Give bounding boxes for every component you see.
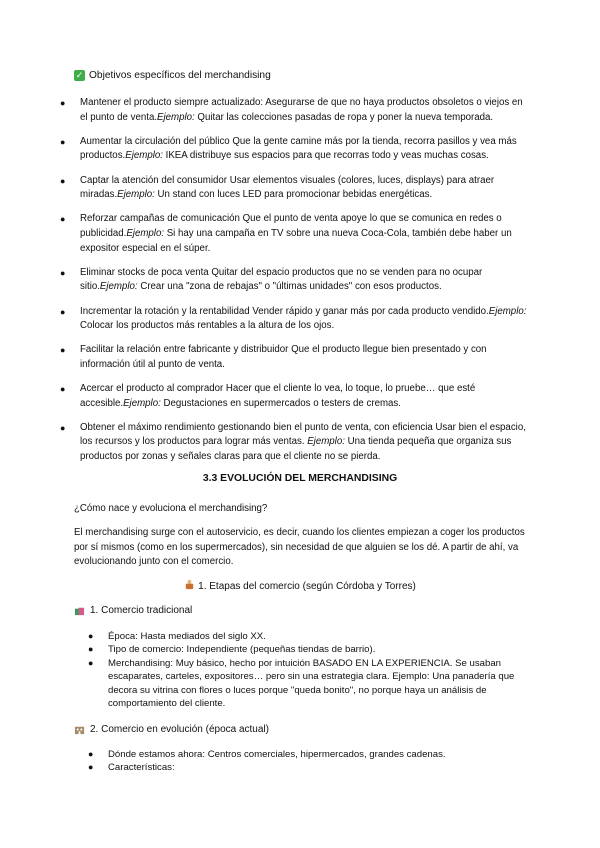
bullet-icon: ● [60, 267, 66, 278]
section-title: 3.3 EVOLUCIÓN DEL MERCHANDISING [202, 473, 398, 484]
list-item-text: Dónde estamos ahora: Centros comerciales, hipermercados, grandes cadenas. [108, 749, 446, 760]
comercio-evolucion-list [88, 748, 528, 775]
list-item-text: Tipo de comercio: Independiente (pequeñas tiendas de barrio). [108, 644, 376, 656]
example-text: Si hay una campaña en TV sobre una nueva Coca-Cola, también debe haber un expositor especial en el súper. [80, 227, 512, 254]
bullet-icon: ● [60, 214, 66, 225]
comercio-tradicional-heading [74, 605, 192, 616]
bullet-icon: ● [88, 631, 94, 641]
list-item [88, 748, 528, 761]
bullet-icon: ● [60, 175, 66, 186]
objective-item [60, 382, 530, 411]
objective-item [60, 421, 530, 465]
bullet-icon: ● [88, 657, 94, 668]
example-label: Ejemplo: [117, 189, 155, 201]
comercio-evolucion-heading [74, 724, 269, 735]
example-text: Colocar los productos más rentables a la altura de los ojos. [80, 320, 335, 332]
objective-text: Facilitar la relación entre fabricante y distribuidor Que el producto llegue bien presentado y con información útil al punto de venta. [80, 344, 487, 370]
objective-text: Aumentar la circulación del público Que la gente camine más por la tienda, recorra pasillos y vea más productos. [80, 135, 517, 162]
objective-item [60, 305, 530, 334]
objectives-heading [74, 70, 271, 81]
traveler-icon [184, 579, 195, 590]
intro-paragraph: El merchandising surge con el autoservicio, es decir, cuando los clientes empiezan a coger los productos por sí mismos (como en los supermercados), sin necesidad de que alguien se los dé. A partir de ahí, va evolucionando junto con el comercio. [74, 527, 525, 568]
objective-item [60, 96, 530, 125]
objectives-heading-text: Objetivos específicos del merchandising [89, 70, 271, 81]
bullet-icon: ● [60, 345, 66, 356]
objective-text: Obtener el máximo rendimiento gestionando bien el punto de venta, con eficiencia Usar bien el espacio, los recursos y los productos para lograr más ventas. [80, 421, 526, 448]
objective-item [60, 343, 530, 372]
objective-text: Mantener el producto siempre actualizado: Asegurarse de que no haya productos obsoletos o viejos en el punto de venta. [80, 97, 523, 123]
bullet-icon: ● [60, 384, 66, 395]
example-text: IKEA distribuye sus espacios para que recorras todo y veas muchas cosas. [162, 150, 489, 162]
bullet-icon: ● [60, 98, 66, 108]
example-text: Crear una "zona de rebajas" o "últimas unidades" con esos productos. [137, 281, 442, 293]
list-item-text: Merchandising: Muy básico, hecho por intuición BASADO EN LA EXPERIENCIA. Se usaban escaparates, carteles, expositores… pero sin una estrategia clara. Ejemplo: Una panadería que decora su vitrina con flores o luces porque "queda bonito", no porque haya un análisis de comportamiento del cliente. [108, 657, 515, 710]
example-label: Ejemplo: [125, 150, 163, 162]
bullet-icon: ● [88, 644, 94, 655]
list-item [88, 761, 528, 774]
example-label: Ejemplo: [123, 397, 161, 409]
example-text: Quitar las colecciones pasadas de ropa y poner la nueva temporada. [194, 111, 494, 123]
question-text: ¿Cómo nace y evoluciona el merchandising? [74, 503, 268, 514]
objective-item [60, 212, 530, 256]
objectives-list [60, 96, 530, 474]
objective-item [60, 174, 530, 203]
bullet-icon: ● [60, 422, 66, 433]
objective-text: Acercar el producto al comprador Hacer que el cliente lo vea, lo toque, lo pruebe… que esté accesible. [80, 383, 476, 409]
bullet-icon: ● [60, 136, 66, 147]
department-store-icon [74, 724, 85, 735]
objective-text: Eliminar stocks de poca venta Quitar del espacio productos que no se venden para no ocupar sitio. [80, 266, 483, 293]
etapas-heading [0, 579, 600, 592]
example-text: Degustaciones en supermercados o testers de cremas. [160, 397, 401, 409]
list-item [88, 630, 528, 643]
bullet-icon: ● [88, 762, 94, 773]
example-label: Ejemplo: [99, 281, 138, 293]
example-text: Una tienda pequeña que organiza sus productos por zonas y señales claras para que el cliente no se pierda. [80, 436, 512, 463]
bullet-icon: ● [88, 749, 94, 759]
objective-text: Reforzar campañas de comunicación Que el punto de venta apoye lo que se comunica en redes o publicidad. [80, 213, 502, 239]
list-item-text: Características: [108, 762, 175, 774]
list-item-text: Época: Hasta mediados del siglo XX. [108, 631, 266, 642]
objective-item [60, 266, 530, 295]
list-item [88, 643, 528, 656]
objective-text: Captar la atención del consumidor Usar elementos visuales (colores, luces, displays) para atraer miradas. [80, 174, 495, 201]
comercio-tradicional-heading-text: 1. Comercio tradicional [90, 605, 193, 616]
objective-item [60, 135, 530, 164]
example-label: Ejemplo: [307, 436, 345, 448]
comercio-tradicional-list [88, 630, 528, 710]
example-label: Ejemplo: [126, 227, 165, 239]
shopping-bags-icon [74, 605, 85, 616]
list-item [88, 657, 528, 711]
comercio-evolucion-heading-text: 2. Comercio en evolución (época actual) [90, 724, 269, 735]
example-label: Ejemplo: [488, 305, 527, 317]
example-label: Ejemplo: [157, 111, 195, 123]
bullet-icon: ● [60, 306, 66, 317]
etapas-heading-text: 1. Etapas del comercio (según Córdoba y Torres) [198, 581, 416, 592]
objective-text: Incrementar la rotación y la rentabilidad Vender rápido y ganar más por cada producto vendido. [80, 305, 489, 317]
checkmark-icon: ✓ [75, 70, 84, 80]
example-text: Un stand con luces LED para promocionar bebidas energéticas. [154, 189, 433, 201]
